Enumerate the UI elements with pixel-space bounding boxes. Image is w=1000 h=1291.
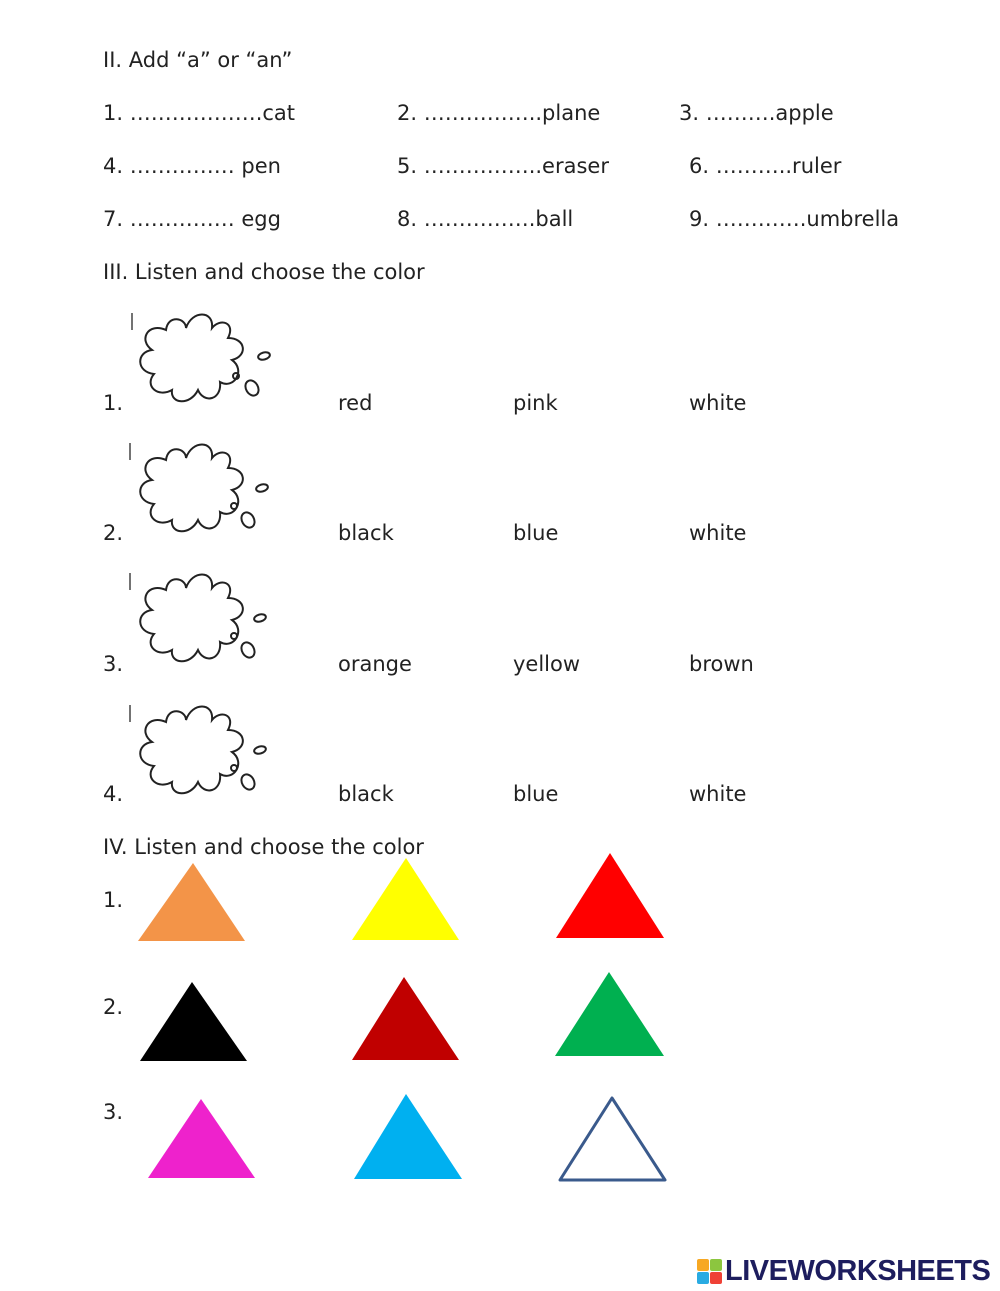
black-triangle[interactable] bbox=[134, 977, 254, 1072]
color-option[interactable]: blue bbox=[513, 782, 559, 806]
liveworksheets-logo bbox=[697, 1252, 990, 1290]
row-number: 2. bbox=[103, 521, 124, 545]
fill-item-6[interactable]: 6. ………..ruler bbox=[689, 154, 842, 178]
orange-triangle[interactable] bbox=[133, 855, 253, 950]
dark-red-triangle[interactable] bbox=[346, 972, 466, 1067]
logo-squares-icon bbox=[697, 1259, 722, 1284]
logo-text: LIVEWORKSHEETS bbox=[725, 1254, 991, 1287]
section-4-title: IV. Listen and choose the color bbox=[103, 835, 424, 859]
fill-item-9[interactable]: 9. ………….umbrella bbox=[689, 207, 900, 231]
row-number: 3. bbox=[103, 652, 124, 676]
green-triangle[interactable] bbox=[551, 968, 671, 1063]
color-option[interactable]: brown bbox=[689, 652, 754, 676]
row-number: 4. bbox=[103, 782, 124, 806]
fill-item-5[interactable]: 5. ……………..eraser bbox=[397, 154, 609, 178]
color-option[interactable]: white bbox=[689, 391, 747, 415]
blue-triangle[interactable] bbox=[348, 1090, 468, 1185]
color-option[interactable]: red bbox=[338, 391, 373, 415]
logo-square bbox=[697, 1259, 709, 1271]
fill-item-7[interactable]: 7. …………… egg bbox=[103, 207, 281, 231]
row-number: 1. bbox=[103, 888, 124, 912]
fill-item-4[interactable]: 4. …………… pen bbox=[103, 154, 281, 178]
color-option[interactable]: pink bbox=[513, 391, 558, 415]
yellow-triangle[interactable] bbox=[346, 852, 466, 947]
color-option[interactable]: black bbox=[338, 782, 394, 806]
paint-splat-icon[interactable] bbox=[128, 438, 278, 548]
white-triangle[interactable] bbox=[554, 1092, 674, 1187]
row-number: 2. bbox=[103, 995, 124, 1019]
color-option[interactable]: yellow bbox=[513, 652, 581, 676]
paint-splat-icon[interactable] bbox=[128, 308, 278, 418]
color-option[interactable]: orange bbox=[338, 652, 412, 676]
paint-splat-icon[interactable] bbox=[128, 568, 278, 678]
row-number: 1. bbox=[103, 391, 124, 415]
logo-square bbox=[710, 1272, 722, 1284]
row-number: 3. bbox=[103, 1100, 124, 1124]
paint-splat-icon[interactable] bbox=[128, 700, 278, 810]
color-option[interactable]: white bbox=[689, 521, 747, 545]
fill-item-2[interactable]: 2. ……………..plane bbox=[397, 101, 601, 125]
logo-square bbox=[710, 1259, 722, 1271]
color-option[interactable]: white bbox=[689, 782, 747, 806]
fill-item-3[interactable]: 3. ……….apple bbox=[679, 101, 834, 125]
section-2-title: II. Add “a” or “an” bbox=[103, 48, 293, 72]
red-triangle[interactable] bbox=[550, 849, 670, 944]
magenta-triangle[interactable] bbox=[143, 1094, 263, 1189]
logo-square bbox=[697, 1272, 709, 1284]
fill-item-8[interactable]: 8. …………….ball bbox=[397, 207, 574, 231]
section-3-title: III. Listen and choose the color bbox=[103, 260, 425, 284]
fill-item-1[interactable]: 1. ……………….cat bbox=[103, 101, 296, 125]
color-option[interactable]: blue bbox=[513, 521, 559, 545]
color-option[interactable]: black bbox=[338, 521, 394, 545]
